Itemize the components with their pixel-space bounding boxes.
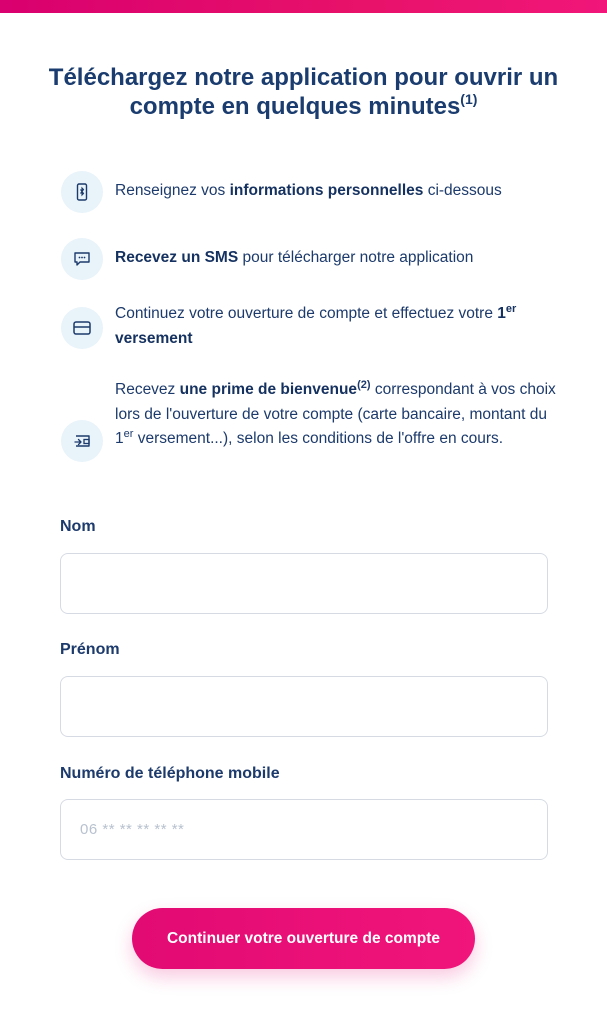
step-text-part: pour télécharger notre application bbox=[238, 249, 474, 266]
step-text-part: Recevez bbox=[115, 381, 180, 398]
page-title bbox=[20, 63, 587, 121]
nom-input[interactable] bbox=[60, 553, 548, 614]
nom-label: Nom bbox=[60, 518, 96, 535]
page bbox=[0, 13, 607, 1024]
step-text-sup: er bbox=[123, 428, 134, 440]
continue-button[interactable]: Continuer votre ouverture de compte bbox=[132, 908, 475, 969]
step-text bbox=[115, 378, 561, 452]
top-accent-bar bbox=[0, 0, 607, 13]
step-text-part: Continuez votre ouverture de compte et effectuez votre bbox=[115, 305, 498, 322]
step-text bbox=[115, 302, 561, 351]
step-text-part: ci-dessous bbox=[423, 182, 502, 199]
wallet-icon bbox=[61, 420, 103, 462]
title-footnote: (1) bbox=[460, 91, 478, 107]
phone-input[interactable] bbox=[60, 799, 548, 860]
step-text-sup: er bbox=[505, 303, 517, 315]
smartphone-icon bbox=[61, 171, 103, 213]
step-text-bold: Recevez un SMS bbox=[115, 249, 239, 266]
phone-label: Numéro de téléphone mobile bbox=[60, 765, 280, 782]
step-text-part: correspondant à vos choix lors de l'ouverture de votre compte (carte bancaire, montant du 1 bbox=[115, 381, 556, 447]
step-text-part: Renseignez vos bbox=[115, 182, 230, 199]
prenom-label: Prénom bbox=[60, 641, 120, 658]
step-text bbox=[115, 179, 561, 204]
step-text-bold: informations personnelles bbox=[229, 182, 424, 199]
step-text-bold-num: 1 bbox=[497, 305, 506, 322]
step-text-part: versement...), selon les conditions de l'offre en cours. bbox=[133, 430, 504, 447]
prenom-input[interactable] bbox=[60, 676, 548, 737]
step-text-bold-part: versement bbox=[115, 329, 193, 347]
step-text-bold: une prime de bienvenue bbox=[179, 381, 358, 398]
title-text: Téléchargez notre application pour ouvrir un compte bbox=[48, 64, 559, 120]
sms-icon bbox=[61, 238, 103, 280]
title-bold: en quelques minutes bbox=[221, 93, 461, 120]
credit-card-icon bbox=[61, 307, 103, 349]
step-text bbox=[115, 246, 561, 271]
step-text-sup: (2) bbox=[357, 379, 371, 391]
